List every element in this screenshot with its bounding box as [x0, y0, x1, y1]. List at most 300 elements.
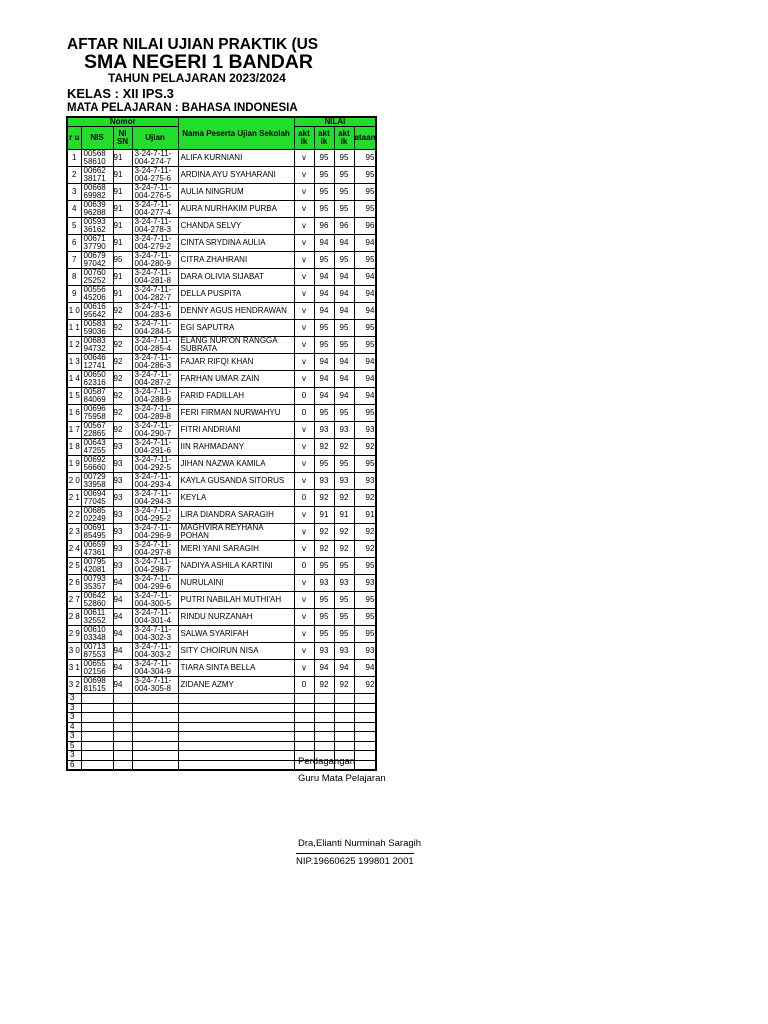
empty-cell	[294, 694, 314, 704]
average-cell: 95	[354, 592, 376, 609]
score-cell-1: v	[294, 252, 314, 269]
average-cell: 94	[354, 303, 376, 320]
nisn-cell: 95	[113, 252, 132, 269]
score-cell-3: 94	[334, 371, 354, 388]
nis-cell: 00610 03348	[81, 626, 113, 643]
student-name-cell: ARDINA AYU SYAHARANI	[178, 167, 294, 184]
exam-number-cell: 3-24-7-11-004-299-6	[132, 575, 178, 592]
nisn-cell: 91	[113, 150, 132, 167]
empty-cell	[113, 732, 132, 742]
nilai-group-header: NILAI	[294, 117, 376, 127]
student-name-cell: ALIFA KURNIANI	[178, 150, 294, 167]
empty-cell	[354, 732, 376, 742]
nis-header: NIS	[81, 127, 113, 150]
student-name-cell: FITRI ANDRIANI	[178, 422, 294, 439]
student-name-cell: SALWA SYARIFAH	[178, 626, 294, 643]
average-cell: 94	[354, 286, 376, 303]
exam-number-cell: 3-24-7-11-004-305-8	[132, 677, 178, 694]
average-cell: 93	[354, 473, 376, 490]
score-cell-2: 95	[314, 592, 334, 609]
nisn-cell: 91	[113, 201, 132, 218]
score-cell-1: v	[294, 609, 314, 626]
nis-cell: 00685 02249	[81, 507, 113, 524]
row-number: 3	[67, 184, 81, 201]
student-name-cell: FAJAR RIFQI KHAN	[178, 354, 294, 371]
score-cell-3: 94	[334, 286, 354, 303]
student-name-cell: DARA OLIVIA SIJABAT	[178, 269, 294, 286]
score-cell-3: 95	[334, 252, 354, 269]
score-cell-1: v	[294, 643, 314, 660]
signature-place: Perdagangan	[298, 756, 356, 767]
row-number: 1 0	[67, 303, 81, 320]
nis-cell: 00795 42081	[81, 558, 113, 575]
empty-cell	[178, 732, 294, 742]
empty-row	[67, 732, 376, 742]
nis-cell: 00760 25252	[81, 269, 113, 286]
exam-number-cell: 3-24-7-11-004-293-4	[132, 473, 178, 490]
grades-table	[66, 116, 377, 771]
exam-number-cell: 3-24-7-11-004-275-6	[132, 167, 178, 184]
score-cell-2: 91	[314, 507, 334, 524]
empty-cell	[334, 703, 354, 713]
student-name-cell: DELLA PUSPITA	[178, 286, 294, 303]
exam-number-cell: 3-24-7-11-004-278-3	[132, 218, 178, 235]
row-number: 1 7	[67, 422, 81, 439]
nis-cell: 00671 37790	[81, 235, 113, 252]
empty-row	[67, 703, 376, 713]
nisn-cell: 91	[113, 286, 132, 303]
student-name-cell: AULIA NINGRUM	[178, 184, 294, 201]
score-cell-1: v	[294, 303, 314, 320]
table-row	[67, 150, 376, 167]
nis-cell: 00643 47255	[81, 439, 113, 456]
exam-number-cell: 3-24-7-11-004-298-7	[132, 558, 178, 575]
score-cell-3: 94	[334, 269, 354, 286]
exam-number-cell: 3-24-7-11-004-286-3	[132, 354, 178, 371]
score-cell-3: 95	[334, 558, 354, 575]
row-number: 4	[67, 201, 81, 218]
nis-cell: 00793 35357	[81, 575, 113, 592]
average-cell: 95	[354, 184, 376, 201]
nis-cell: 00679 97042	[81, 252, 113, 269]
score-cell-3: 91	[334, 507, 354, 524]
empty-cell	[294, 713, 314, 723]
nis-cell: 00713 87553	[81, 643, 113, 660]
document-title: AFTAR NILAI UJIAN PRAKTIK (US	[67, 36, 319, 53]
empty-cell	[314, 703, 334, 713]
score-cell-1: v	[294, 626, 314, 643]
signer-nip: NIP.19660625 199801 2001	[296, 853, 414, 867]
score-cell-3: 94	[334, 388, 354, 405]
subject-label: MATA PELAJARAN : BAHASA INDONESIA	[67, 102, 298, 114]
exam-number-cell: 3-24-7-11-004-277-4	[132, 201, 178, 218]
table-row	[67, 558, 376, 575]
exam-number-cell: 3-24-7-11-004-289-8	[132, 405, 178, 422]
nis-cell: 00642 52860	[81, 592, 113, 609]
table-row	[67, 337, 376, 354]
empty-cell	[132, 703, 178, 713]
akt1-header: akt ik	[294, 127, 314, 150]
row-number: 1 9	[67, 456, 81, 473]
empty-cell	[294, 741, 314, 751]
score-cell-2: 95	[314, 320, 334, 337]
empty-cell	[113, 722, 132, 732]
empty-cell	[314, 722, 334, 732]
empty-cell	[132, 760, 178, 770]
empty-cell	[132, 741, 178, 751]
empty-cell	[178, 722, 294, 732]
score-cell-3: 93	[334, 422, 354, 439]
row-number: 1 1	[67, 320, 81, 337]
exam-number-cell: 3-24-7-11-004-280-9	[132, 252, 178, 269]
student-name-cell: RINDU NURZANAH	[178, 609, 294, 626]
table-row	[67, 507, 376, 524]
score-cell-1: v	[294, 592, 314, 609]
empty-cell	[81, 722, 113, 732]
average-cell: 92	[354, 541, 376, 558]
empty-cell	[178, 751, 294, 761]
student-name-cell: ELANG NUR'ON RANGGA SUBRATA	[178, 337, 294, 354]
student-name-cell: DENNY AGUS HENDRAWAN	[178, 303, 294, 320]
empty-cell	[81, 751, 113, 761]
empty-cell	[81, 713, 113, 723]
nisn-cell: 91	[113, 269, 132, 286]
average-cell: 95	[354, 609, 376, 626]
score-cell-2: 95	[314, 405, 334, 422]
nisn-cell: 94	[113, 660, 132, 677]
empty-cell	[113, 741, 132, 751]
average-cell: 96	[354, 218, 376, 235]
average-cell: 92	[354, 677, 376, 694]
score-cell-3: 95	[334, 337, 354, 354]
score-cell-3: 95	[334, 150, 354, 167]
table-row	[67, 422, 376, 439]
empty-cell	[81, 760, 113, 770]
row-number: 4	[67, 722, 81, 732]
empty-cell	[314, 694, 334, 704]
academic-year: TAHUN PELAJARAN 2023/2024	[108, 71, 286, 85]
nisn-cell: 93	[113, 524, 132, 541]
average-cell: 95	[354, 167, 376, 184]
empty-cell	[113, 713, 132, 723]
average-cell: 93	[354, 575, 376, 592]
score-cell-1: v	[294, 507, 314, 524]
header-row-1	[67, 117, 376, 127]
score-cell-3: 93	[334, 575, 354, 592]
empty-cell	[334, 694, 354, 704]
ujian-header: Ujian	[132, 127, 178, 150]
empty-cell	[334, 722, 354, 732]
score-cell-3: 95	[334, 167, 354, 184]
table-row	[67, 456, 376, 473]
empty-cell	[178, 703, 294, 713]
nis-cell: 00593 36162	[81, 218, 113, 235]
row-number: 3 1	[67, 660, 81, 677]
row-number: 2 3	[67, 524, 81, 541]
table-row	[67, 371, 376, 388]
empty-cell	[294, 722, 314, 732]
nisn-cell: 94	[113, 575, 132, 592]
akt2-header: akt ik	[314, 127, 334, 150]
score-cell-3: 96	[334, 218, 354, 235]
row-number: 7	[67, 252, 81, 269]
score-cell-1: 0	[294, 405, 314, 422]
score-cell-1: v	[294, 439, 314, 456]
table-row	[67, 609, 376, 626]
nisn-cell: 92	[113, 405, 132, 422]
score-cell-2: 95	[314, 252, 334, 269]
score-cell-3: 95	[334, 405, 354, 422]
student-name-cell: FARHAN UMAR ZAIN	[178, 371, 294, 388]
class-label: KELAS : XII IPS.3	[67, 86, 174, 101]
table-row	[67, 439, 376, 456]
table-row	[67, 388, 376, 405]
average-cell: 92	[354, 524, 376, 541]
student-name-cell: SITY CHOIRUN NISA	[178, 643, 294, 660]
nisn-cell: 94	[113, 643, 132, 660]
school-name: SMA NEGERI 1 BANDAR	[84, 51, 313, 73]
row-number: 2 0	[67, 473, 81, 490]
table-row	[67, 592, 376, 609]
student-name-cell: LIRA DIANDRA SARAGIH	[178, 507, 294, 524]
nis-cell: 00583 59036	[81, 320, 113, 337]
akt3-header: akt ik	[334, 127, 354, 150]
score-cell-3: 95	[334, 456, 354, 473]
score-cell-1: v	[294, 456, 314, 473]
student-name-cell: CINTA SRYDINA AULIA	[178, 235, 294, 252]
row-number: 9	[67, 286, 81, 303]
empty-cell	[178, 694, 294, 704]
exam-number-cell: 3-24-7-11-004-279-2	[132, 235, 178, 252]
nis-cell: 00567 22865	[81, 422, 113, 439]
table-row	[67, 660, 376, 677]
score-cell-1: v	[294, 354, 314, 371]
score-cell-1: 0	[294, 490, 314, 507]
score-cell-3: 92	[334, 490, 354, 507]
score-cell-2: 92	[314, 439, 334, 456]
student-name-cell: TIARA SINTA BELLA	[178, 660, 294, 677]
empty-cell	[334, 741, 354, 751]
score-cell-3: 92	[334, 541, 354, 558]
score-cell-3: 95	[334, 184, 354, 201]
score-cell-1: v	[294, 371, 314, 388]
score-cell-2: 94	[314, 371, 334, 388]
nis-cell: 00655 02156	[81, 660, 113, 677]
score-cell-2: 93	[314, 422, 334, 439]
table-row	[67, 405, 376, 422]
empty-cell	[354, 751, 376, 761]
average-cell: 94	[354, 660, 376, 677]
exam-number-cell: 3-24-7-11-004-292-5	[132, 456, 178, 473]
nisn-cell: 92	[113, 320, 132, 337]
nisn-cell: 91	[113, 167, 132, 184]
score-cell-2: 95	[314, 184, 334, 201]
score-cell-2: 92	[314, 541, 334, 558]
exam-number-cell: 3-24-7-11-004-296-9	[132, 524, 178, 541]
table-row	[67, 252, 376, 269]
nisn-cell: 92	[113, 422, 132, 439]
empty-cell	[354, 694, 376, 704]
score-cell-3: 93	[334, 473, 354, 490]
score-cell-3: 92	[334, 439, 354, 456]
row-number: 3	[67, 713, 81, 723]
nisn-cell: 91	[113, 218, 132, 235]
row-number: 5	[67, 741, 81, 751]
score-cell-3: 95	[334, 201, 354, 218]
score-cell-2: 95	[314, 626, 334, 643]
score-cell-2: 94	[314, 235, 334, 252]
student-name-cell: FERI FIRMAN NURWAHYU	[178, 405, 294, 422]
student-name-cell: EGI SAPUTRA	[178, 320, 294, 337]
score-cell-2: 96	[314, 218, 334, 235]
student-name-cell: KAYLA GUSANDA SITORUS	[178, 473, 294, 490]
average-cell: 91	[354, 507, 376, 524]
student-name-cell: CITRA ZHAHRANI	[178, 252, 294, 269]
score-cell-1: v	[294, 218, 314, 235]
row-number: 2 8	[67, 609, 81, 626]
table-row	[67, 303, 376, 320]
nama-header: Nama Peserta Ujian Sekolah	[178, 117, 294, 150]
exam-number-cell: 3-24-7-11-004-283-6	[132, 303, 178, 320]
table-row	[67, 473, 376, 490]
average-cell: 95	[354, 558, 376, 575]
score-cell-1: v	[294, 575, 314, 592]
nis-cell: 00691 85495	[81, 524, 113, 541]
score-cell-3: 94	[334, 235, 354, 252]
nisn-cell: 92	[113, 354, 132, 371]
average-cell: 95	[354, 337, 376, 354]
score-cell-3: 93	[334, 643, 354, 660]
score-cell-2: 95	[314, 167, 334, 184]
exam-number-cell: 3-24-7-11-004-288-9	[132, 388, 178, 405]
average-cell: 93	[354, 643, 376, 660]
nomor-group-header: Nomor	[67, 117, 178, 127]
empty-cell	[314, 732, 334, 742]
score-cell-1: v	[294, 422, 314, 439]
score-cell-2: 94	[314, 388, 334, 405]
table-row	[67, 677, 376, 694]
average-cell: 92	[354, 439, 376, 456]
exam-number-cell: 3-24-7-11-004-287-2	[132, 371, 178, 388]
score-cell-2: 94	[314, 303, 334, 320]
empty-cell	[334, 732, 354, 742]
score-cell-2: 94	[314, 660, 334, 677]
table-row	[67, 320, 376, 337]
average-cell: 94	[354, 388, 376, 405]
empty-cell	[81, 732, 113, 742]
score-cell-2: 95	[314, 456, 334, 473]
average-cell: 94	[354, 371, 376, 388]
table-row	[67, 626, 376, 643]
score-cell-1: v	[294, 320, 314, 337]
row-number: 2 9	[67, 626, 81, 643]
exam-number-cell: 3-24-7-11-004-281-8	[132, 269, 178, 286]
row-number: 2	[67, 167, 81, 184]
score-cell-3: 95	[334, 592, 354, 609]
row-number: 3	[67, 732, 81, 742]
empty-cell	[81, 741, 113, 751]
table-row	[67, 286, 376, 303]
table-row	[67, 167, 376, 184]
score-cell-2: 95	[314, 558, 334, 575]
row-number: 3 0	[67, 643, 81, 660]
nis-cell: 00729 33958	[81, 473, 113, 490]
row-number: 1	[67, 150, 81, 167]
empty-row	[67, 694, 376, 704]
student-name-cell: NURULAINI	[178, 575, 294, 592]
table-row	[67, 541, 376, 558]
nisn-cell: 92	[113, 371, 132, 388]
table-row	[67, 184, 376, 201]
score-cell-1: v	[294, 541, 314, 558]
nis-cell: 00696 75958	[81, 405, 113, 422]
row-number: 6	[67, 235, 81, 252]
score-cell-3: 92	[334, 677, 354, 694]
average-cell: 95	[354, 456, 376, 473]
nisn-cell: 92	[113, 337, 132, 354]
table-row	[67, 575, 376, 592]
student-name-cell: IIN RAHMADANY	[178, 439, 294, 456]
row-number: 5	[67, 218, 81, 235]
row-number: 1 3	[67, 354, 81, 371]
row-number: 2 2	[67, 507, 81, 524]
table-row	[67, 354, 376, 371]
exam-number-cell: 3-24-7-11-004-304-9	[132, 660, 178, 677]
score-cell-1: v	[294, 184, 314, 201]
empty-cell	[294, 732, 314, 742]
row-number: 3	[67, 703, 81, 713]
empty-cell	[314, 713, 334, 723]
empty-cell	[294, 703, 314, 713]
empty-cell	[354, 703, 376, 713]
nis-cell: 00556 45206	[81, 286, 113, 303]
average-cell: 93	[354, 422, 376, 439]
row-number: 2 4	[67, 541, 81, 558]
empty-cell	[132, 713, 178, 723]
score-cell-3: 95	[334, 626, 354, 643]
nisn-cell: 93	[113, 439, 132, 456]
score-cell-2: 93	[314, 643, 334, 660]
exam-number-cell: 3-24-7-11-004-301-4	[132, 609, 178, 626]
exam-number-cell: 3-24-7-11-004-285-4	[132, 337, 178, 354]
score-cell-2: 95	[314, 609, 334, 626]
exam-number-cell: 3-24-7-11-004-274-7	[132, 150, 178, 167]
score-cell-1: v	[294, 150, 314, 167]
score-cell-1: v	[294, 286, 314, 303]
nis-cell: 00683 94732	[81, 337, 113, 354]
score-cell-1: v	[294, 660, 314, 677]
nisn-header: NI SN	[113, 127, 132, 150]
row-number: 1 5	[67, 388, 81, 405]
row-number: 2 6	[67, 575, 81, 592]
average-cell: 95	[354, 405, 376, 422]
table-row	[67, 643, 376, 660]
nisn-cell: 94	[113, 609, 132, 626]
empty-cell	[113, 751, 132, 761]
empty-row	[67, 713, 376, 723]
table-row	[67, 235, 376, 252]
nisn-cell: 92	[113, 388, 132, 405]
average-cell: 95	[354, 320, 376, 337]
average-cell: 95	[354, 626, 376, 643]
student-name-cell: ZIDANE AZMY	[178, 677, 294, 694]
score-cell-2: 95	[314, 201, 334, 218]
empty-cell	[132, 694, 178, 704]
empty-cell	[81, 694, 113, 704]
exam-number-cell: 3-24-7-11-004-291-6	[132, 439, 178, 456]
exam-number-cell: 3-24-7-11-004-290-7	[132, 422, 178, 439]
table-row	[67, 218, 376, 235]
